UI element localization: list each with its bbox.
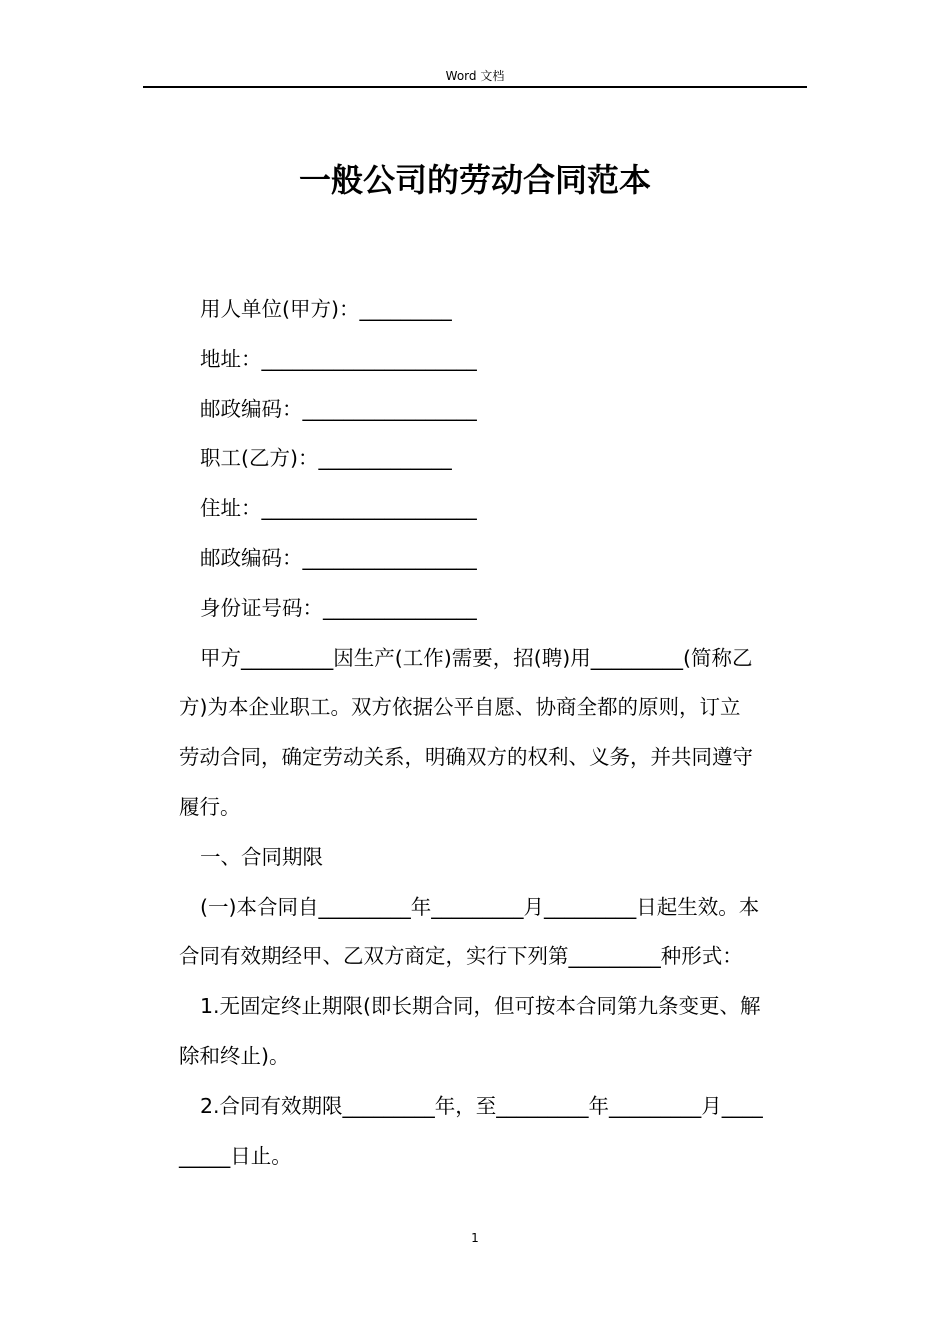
list-item-line: 除和终止)。 bbox=[179, 1043, 290, 1068]
header-rule bbox=[143, 86, 807, 88]
section-heading: 一、合同期限 bbox=[200, 844, 323, 869]
page-number: 1 bbox=[471, 1231, 479, 1245]
list-item-line: 2.合同有效期限_________年，至_________年_________月____ bbox=[200, 1093, 763, 1118]
list-item-line: 1.无固定终止期限(即长期合同，但可按本合同第九条变更、解 bbox=[200, 994, 761, 1019]
employee-postcode-line: 邮政编码：_________________ bbox=[200, 545, 477, 570]
document-title: 一般公司的劳动合同范本 bbox=[298, 161, 651, 199]
list-item-line: _____日止。 bbox=[179, 1143, 292, 1168]
intro-paragraph-line: 方)为本企业职工。双方依据公平自愿、协商全都的原则，订立 bbox=[179, 695, 741, 720]
intro-paragraph-line: 劳动合同，确定劳动关系，明确双方的权利、义务，并共同遵守 bbox=[179, 745, 753, 770]
page-header: Word 文档 bbox=[445, 69, 505, 83]
employee-address-line: 住址：_____________________ bbox=[200, 496, 477, 521]
intro-paragraph-line: 甲方_________因生产(工作)需要，招(聘)用_________(简称乙 bbox=[200, 645, 753, 670]
employer-field-line: 用人单位(甲方)：_________ bbox=[200, 297, 452, 321]
document-body bbox=[179, 285, 807, 1181]
clause-paragraph-line: 合同有效期经甲、乙双方商定，实行下列第_________种形式： bbox=[179, 944, 743, 969]
employee-field-line: 职工(乙方)：_____________ bbox=[200, 446, 452, 471]
intro-paragraph-line: 履行。 bbox=[179, 794, 241, 819]
id-number-line: 身份证号码：_______________ bbox=[200, 595, 477, 620]
clause-paragraph-line: (一)本合同自_________年_________月_________日起生效。本 bbox=[200, 894, 760, 919]
employer-address-line: 地址：_____________________ bbox=[200, 346, 477, 371]
employer-postcode-line: 邮政编码：_________________ bbox=[200, 396, 477, 421]
